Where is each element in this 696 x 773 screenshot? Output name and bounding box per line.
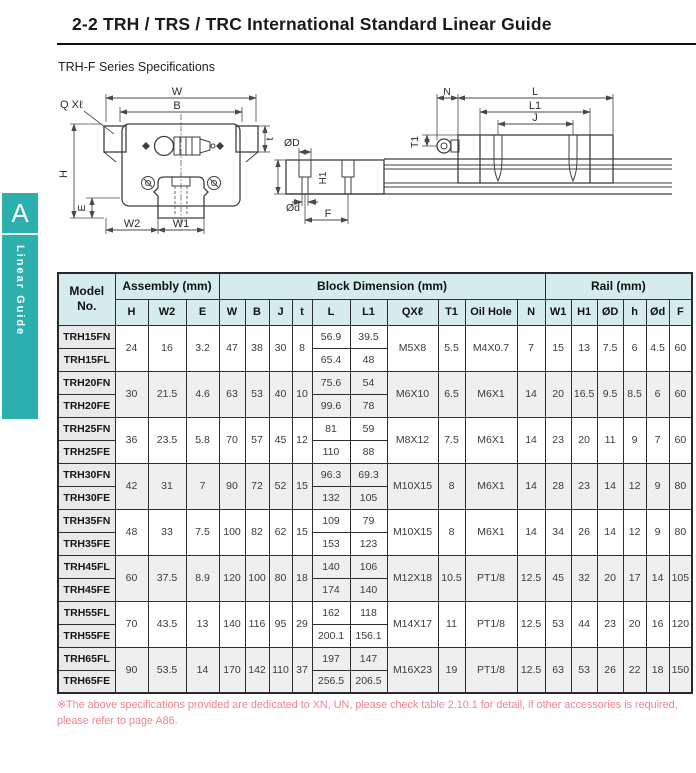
- spec-cell: 150: [669, 647, 692, 693]
- spec-cell: 53: [545, 601, 571, 647]
- spec-cell: 78: [350, 394, 387, 417]
- spec-cell: 15: [545, 325, 571, 371]
- spec-cell: 20: [545, 371, 571, 417]
- spec-cell: 80: [669, 463, 692, 509]
- spec-cell: M6X1: [465, 371, 517, 417]
- spec-cell: 20: [571, 417, 597, 463]
- spec-cell: 162: [312, 601, 350, 624]
- spec-cell: M16X23: [387, 647, 438, 693]
- column-header: h: [623, 299, 646, 325]
- dim-label-qxl: Q Xℓ: [60, 99, 83, 111]
- spec-cell: 60: [115, 555, 148, 601]
- spec-cell: 14: [597, 463, 623, 509]
- table-col-header-row: [58, 299, 692, 325]
- model-cell: TRH45FL: [58, 555, 115, 578]
- spec-cell: 12: [623, 509, 646, 555]
- spec-cell: 8.5: [623, 371, 646, 417]
- spec-cell: 120: [669, 601, 692, 647]
- spec-cell: 8: [292, 325, 312, 371]
- table-row: [58, 417, 692, 440]
- spec-cell: 13: [186, 601, 219, 647]
- spec-cell: 156.1: [350, 624, 387, 647]
- spec-cell: 206.5: [350, 670, 387, 693]
- spec-cell: 53: [245, 371, 269, 417]
- dim-label-w1: W1: [172, 218, 190, 230]
- spec-cell: 105: [350, 486, 387, 509]
- spec-cell: 60: [669, 417, 692, 463]
- spec-cell: 95: [269, 601, 292, 647]
- column-header: Ød: [646, 299, 669, 325]
- column-header: T1: [438, 299, 465, 325]
- spec-cell: 80: [669, 509, 692, 555]
- spec-cell: 24: [115, 325, 148, 371]
- spec-cell: 16.5: [571, 371, 597, 417]
- spec-cell: 110: [312, 440, 350, 463]
- spec-cell: 38: [245, 325, 269, 371]
- spec-cell: 36: [115, 417, 148, 463]
- spec-cell: 11: [597, 417, 623, 463]
- spec-cell: 82: [245, 509, 269, 555]
- spec-cell: 8.9: [186, 555, 219, 601]
- title-rule: [57, 43, 696, 45]
- column-header: W2: [148, 299, 186, 325]
- spec-cell: 123: [350, 532, 387, 555]
- column-header: L: [312, 299, 350, 325]
- spec-cell: PT1/8: [465, 601, 517, 647]
- section-tab-label: Linear Guide: [14, 245, 26, 337]
- spec-cell: 14: [646, 555, 669, 601]
- spec-cell: 34: [545, 509, 571, 555]
- model-cell: TRH20FE: [58, 394, 115, 417]
- spec-cell: 7.5: [438, 417, 465, 463]
- spec-cell: 62: [269, 509, 292, 555]
- spec-cell: 14: [186, 647, 219, 693]
- spec-cell: 12: [623, 463, 646, 509]
- spec-cell: 32: [571, 555, 597, 601]
- column-header: L1: [350, 299, 387, 325]
- spec-cell: 63: [545, 647, 571, 693]
- spec-cell: M8X12: [387, 417, 438, 463]
- spec-cell: 60: [669, 325, 692, 371]
- spec-cell: 9: [623, 417, 646, 463]
- spec-cell: 28: [545, 463, 571, 509]
- spec-cell: 174: [312, 578, 350, 601]
- spec-cell: 153: [312, 532, 350, 555]
- spec-cell: M6X1: [465, 417, 517, 463]
- spec-cell: 70: [219, 417, 245, 463]
- spec-cell: M6X1: [465, 509, 517, 555]
- group-header: Block Dimension (mm): [219, 273, 545, 299]
- spec-cell: 5.8: [186, 417, 219, 463]
- spec-cell: 45: [545, 555, 571, 601]
- section-marker-left: [142, 142, 150, 150]
- spec-cell: 140: [350, 578, 387, 601]
- spec-cell: 6: [623, 325, 646, 371]
- spec-cell: 116: [245, 601, 269, 647]
- dim-label-od-cap: ØD: [284, 137, 300, 149]
- series-subtitle: TRH-F Series Specifications: [58, 60, 215, 74]
- spec-cell: 19: [438, 647, 465, 693]
- spec-cell: 90: [115, 647, 148, 693]
- model-cell: TRH55FE: [58, 624, 115, 647]
- spec-cell: 37: [292, 647, 312, 693]
- column-header: H: [115, 299, 148, 325]
- spec-cell: 23: [597, 601, 623, 647]
- spec-cell: 18: [646, 647, 669, 693]
- table-row: [58, 371, 692, 394]
- spec-cell: 17: [623, 555, 646, 601]
- side-view-diagram: [272, 86, 690, 238]
- column-header: t: [292, 299, 312, 325]
- model-cell: TRH45FE: [58, 578, 115, 601]
- dim-label-h1: H1: [318, 171, 329, 185]
- column-header: QXℓ: [387, 299, 438, 325]
- column-header: F: [669, 299, 692, 325]
- dim-label-l: L: [531, 86, 539, 98]
- spec-cell: 56.9: [312, 325, 350, 348]
- spec-cell: 42: [115, 463, 148, 509]
- spec-cell: 44: [571, 601, 597, 647]
- spec-cell: 69.3: [350, 463, 387, 486]
- model-cell: TRH20FN: [58, 371, 115, 394]
- column-header: W: [219, 299, 245, 325]
- spec-cell: 14: [517, 417, 545, 463]
- spec-cell: 53.5: [148, 647, 186, 693]
- spec-cell: 59: [350, 417, 387, 440]
- spec-cell: 132: [312, 486, 350, 509]
- spec-cell: 18: [292, 555, 312, 601]
- spec-cell: 13: [571, 325, 597, 371]
- spec-cell: 7: [646, 417, 669, 463]
- spec-cell: 88: [350, 440, 387, 463]
- spec-cell: 142: [245, 647, 269, 693]
- dim-label-e: E: [76, 204, 88, 212]
- spec-cell: M12X18: [387, 555, 438, 601]
- spec-cell: 14: [517, 463, 545, 509]
- spec-cell: 106: [350, 555, 387, 578]
- spec-cell: 20: [597, 555, 623, 601]
- spec-cell: 9: [646, 463, 669, 509]
- spec-cell: 14: [597, 509, 623, 555]
- spec-cell: 96.3: [312, 463, 350, 486]
- spec-cell: 15: [292, 509, 312, 555]
- spec-cell: 118: [350, 601, 387, 624]
- spec-cell: 100: [219, 509, 245, 555]
- section-marker-right: [216, 142, 224, 150]
- table-row: [58, 325, 692, 348]
- spec-cell: 40: [269, 371, 292, 417]
- spec-cell: 7.5: [597, 325, 623, 371]
- group-header: Rail (mm): [545, 273, 692, 299]
- spec-cell: 65.4: [312, 348, 350, 371]
- table-row: [58, 647, 692, 670]
- dim-label-j: J: [532, 112, 538, 124]
- dim-label-b: B: [173, 100, 181, 112]
- model-cell: TRH55FL: [58, 601, 115, 624]
- spec-cell: 11: [438, 601, 465, 647]
- table-row: [58, 555, 692, 578]
- model-cell: TRH25FE: [58, 440, 115, 463]
- spec-cell: 20: [623, 601, 646, 647]
- spec-cell: 30: [269, 325, 292, 371]
- dim-label-w: W: [171, 86, 183, 98]
- spec-cell: 7: [186, 463, 219, 509]
- specification-table: [57, 272, 693, 694]
- spec-cell: 140: [219, 601, 245, 647]
- spec-cell: 100: [245, 555, 269, 601]
- column-header: N: [517, 299, 545, 325]
- model-cell: TRH35FN: [58, 509, 115, 532]
- spec-cell: 48: [115, 509, 148, 555]
- spec-cell: 109: [312, 509, 350, 532]
- column-header: E: [186, 299, 219, 325]
- spec-cell: 21.5: [148, 371, 186, 417]
- spec-cell: M5X8: [387, 325, 438, 371]
- spec-cell: M6X1: [465, 463, 517, 509]
- spec-cell: 9: [646, 509, 669, 555]
- group-header: Assembly (mm): [115, 273, 219, 299]
- spec-cell: 105: [669, 555, 692, 601]
- spec-cell: 70: [115, 601, 148, 647]
- spec-cell: 147: [350, 647, 387, 670]
- spec-cell: 30: [115, 371, 148, 417]
- dim-label-f: F: [324, 208, 332, 220]
- spec-cell: 52: [269, 463, 292, 509]
- spec-cell: 63: [219, 371, 245, 417]
- table-group-header-row: [58, 273, 692, 299]
- model-cell: TRH25FN: [58, 417, 115, 440]
- spec-cell: 16: [646, 601, 669, 647]
- spec-cell: 26: [571, 509, 597, 555]
- spec-cell: 197: [312, 647, 350, 670]
- spec-cell: 14: [517, 509, 545, 555]
- spec-cell: 43.5: [148, 601, 186, 647]
- spec-cell: 45: [269, 417, 292, 463]
- spec-cell: 10.5: [438, 555, 465, 601]
- spec-cell: 12: [292, 417, 312, 463]
- dim-label-h: H: [58, 170, 70, 178]
- table-body: [58, 325, 692, 693]
- spec-cell: 4.5: [646, 325, 669, 371]
- spec-cell: 22: [623, 647, 646, 693]
- spec-cell: 7: [517, 325, 545, 371]
- spec-cell: 54: [350, 371, 387, 394]
- column-header: H1: [571, 299, 597, 325]
- spec-cell: 12.5: [517, 555, 545, 601]
- model-cell: TRH15FL: [58, 348, 115, 371]
- dim-label-t: t: [264, 137, 276, 141]
- model-cell: TRH30FE: [58, 486, 115, 509]
- spec-cell: M14X17: [387, 601, 438, 647]
- spec-cell: 10: [292, 371, 312, 417]
- spec-cell: 23: [571, 463, 597, 509]
- table-row: [58, 601, 692, 624]
- spec-cell: 170: [219, 647, 245, 693]
- spec-cell: 6: [646, 371, 669, 417]
- dim-label-l1: L1: [528, 100, 542, 112]
- spec-cell: M10X15: [387, 463, 438, 509]
- page-title: 2-2 TRH / TRS / TRC International Standard Linear Guide: [72, 14, 552, 34]
- spec-cell: 4.6: [186, 371, 219, 417]
- spec-cell: 53: [571, 647, 597, 693]
- column-header: W1: [545, 299, 571, 325]
- spec-cell: 79: [350, 509, 387, 532]
- spec-cell: 81: [312, 417, 350, 440]
- column-header: ØD: [597, 299, 623, 325]
- spec-cell: 26: [597, 647, 623, 693]
- spec-cell: 23.5: [148, 417, 186, 463]
- spec-cell: 75.6: [312, 371, 350, 394]
- model-cell: TRH65FE: [58, 670, 115, 693]
- spec-cell: 140: [312, 555, 350, 578]
- spec-cell: 72: [245, 463, 269, 509]
- spec-cell: 57: [245, 417, 269, 463]
- table-row: [58, 509, 692, 532]
- spec-cell: 90: [219, 463, 245, 509]
- spec-cell: 12.5: [517, 601, 545, 647]
- spec-cell: M6X10: [387, 371, 438, 417]
- spec-cell: 12.5: [517, 647, 545, 693]
- column-header: Oil Hole: [465, 299, 517, 325]
- spec-cell: 16: [148, 325, 186, 371]
- spec-cell: 80: [269, 555, 292, 601]
- table-row: [58, 463, 692, 486]
- spec-cell: PT1/8: [465, 647, 517, 693]
- spec-cell: 39.5: [350, 325, 387, 348]
- spec-cell: 47: [219, 325, 245, 371]
- model-cell: TRH15FN: [58, 325, 115, 348]
- spec-cell: 5.5: [438, 325, 465, 371]
- footnote: ※The above specifications provided are dedicated to XN, UN, please check table 2.10.1 for detail, if other accessories is required, please refer to page A86.: [57, 699, 678, 727]
- spec-cell: 6.5: [438, 371, 465, 417]
- dim-label-od-small: Ød: [286, 202, 301, 214]
- spec-cell: M4X0.7: [465, 325, 517, 371]
- spec-cell: 7.5: [186, 509, 219, 555]
- column-header: B: [245, 299, 269, 325]
- dim-label-n: N: [443, 86, 451, 98]
- model-cell: TRH30FN: [58, 463, 115, 486]
- spec-cell: 9.5: [597, 371, 623, 417]
- dim-label-w2: W2: [123, 218, 141, 230]
- spec-cell: 14: [517, 371, 545, 417]
- spec-cell: 33: [148, 509, 186, 555]
- spec-cell: 31: [148, 463, 186, 509]
- spec-cell: 120: [219, 555, 245, 601]
- spec-cell: 60: [669, 371, 692, 417]
- spec-cell: 3.2: [186, 325, 219, 371]
- spec-cell: 29: [292, 601, 312, 647]
- spec-cell: 110: [269, 647, 292, 693]
- spec-cell: 15: [292, 463, 312, 509]
- section-tab-letter: A: [2, 193, 38, 235]
- section-tab[interactable]: [2, 193, 38, 419]
- group-header: Model No.: [58, 273, 115, 325]
- spec-cell: 256.5: [312, 670, 350, 693]
- spec-cell: 37.5: [148, 555, 186, 601]
- front-view-diagram: [58, 86, 276, 238]
- spec-cell: 48: [350, 348, 387, 371]
- spec-cell: 99.6: [312, 394, 350, 417]
- spec-cell: 23: [545, 417, 571, 463]
- model-cell: TRH35FE: [58, 532, 115, 555]
- spec-cell: 8: [438, 509, 465, 555]
- spec-cell: M10X15: [387, 509, 438, 555]
- spec-cell: 200.1: [312, 624, 350, 647]
- spec-cell: 8: [438, 463, 465, 509]
- column-header: J: [269, 299, 292, 325]
- model-cell: TRH65FL: [58, 647, 115, 670]
- spec-cell: PT1/8: [465, 555, 517, 601]
- dim-label-t1: T1: [409, 135, 421, 149]
